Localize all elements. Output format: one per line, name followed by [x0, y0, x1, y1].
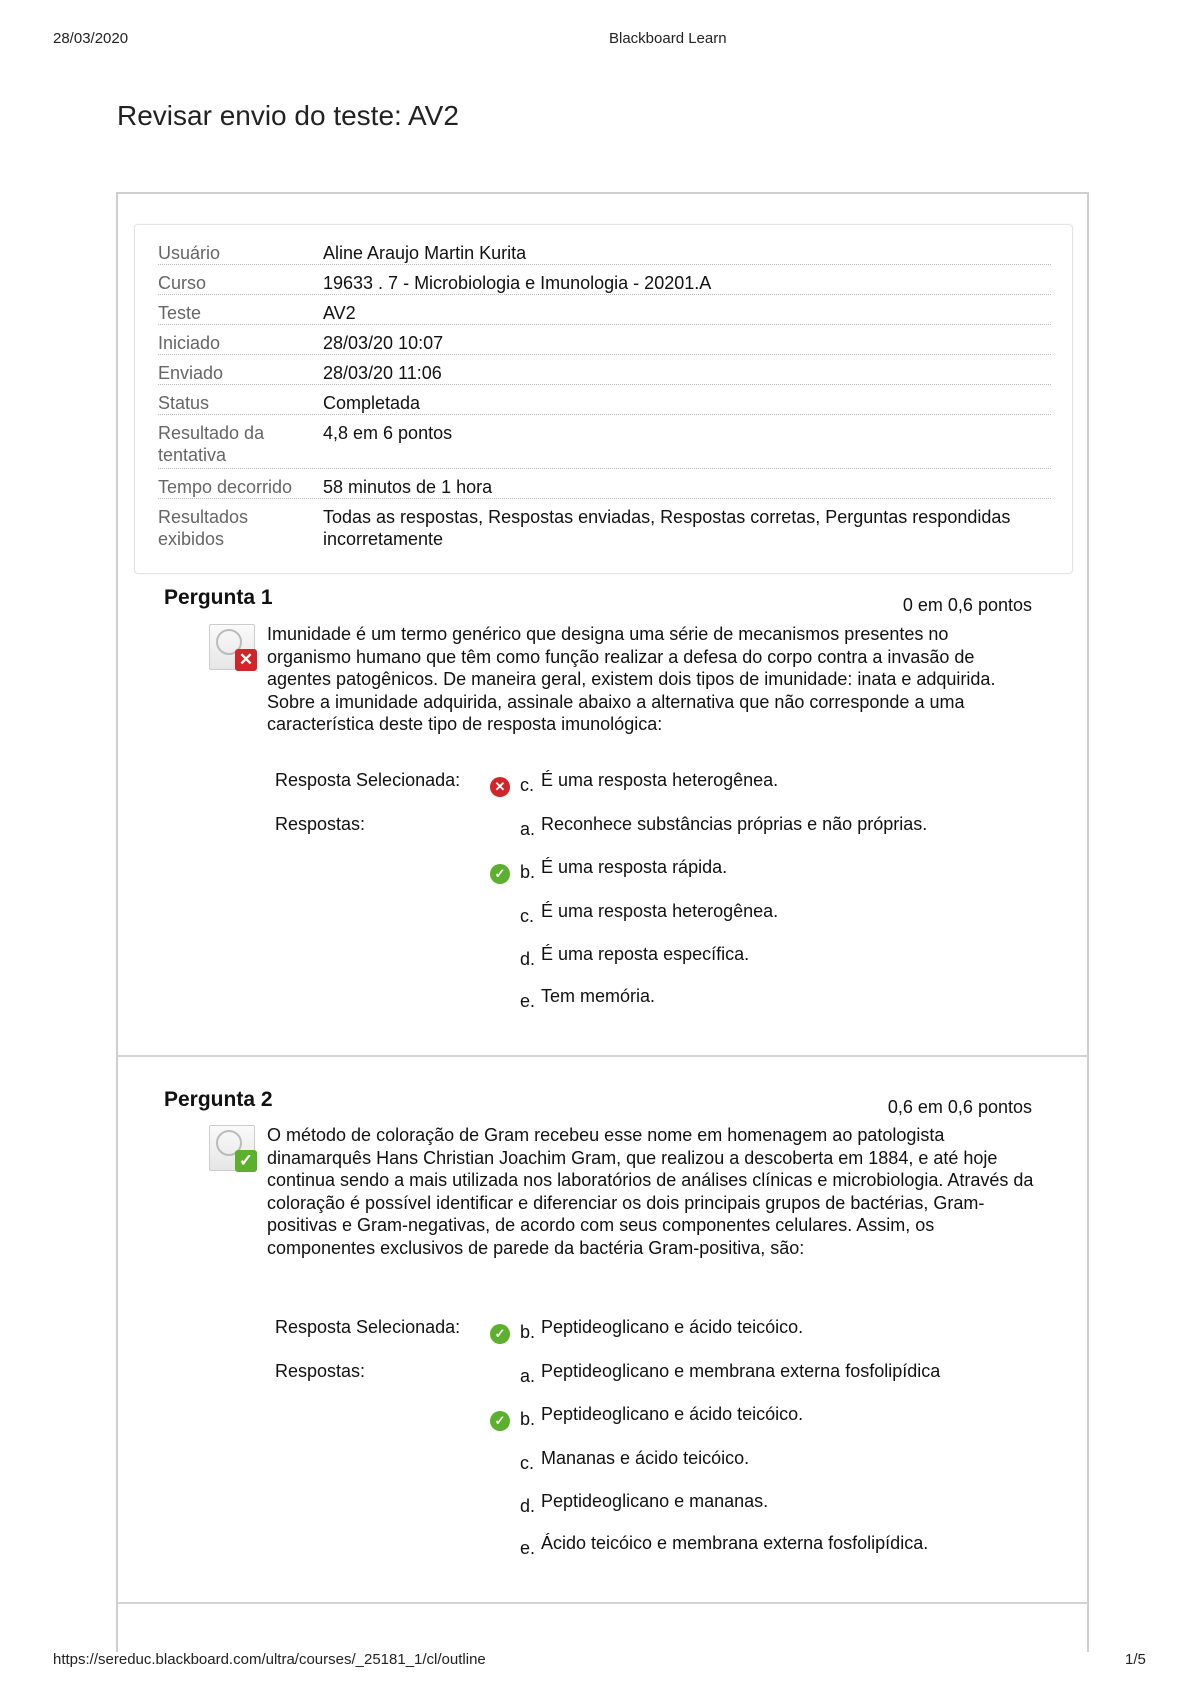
- info-value: AV2: [323, 303, 356, 323]
- info-value: 28/03/20 11:06: [323, 363, 442, 383]
- correct-icon: ✓: [490, 864, 510, 884]
- answer-option: [520, 1404, 804, 1429]
- print-date: 28/03/2020: [53, 30, 129, 47]
- info-value: Aline Araujo Martin Kurita: [323, 243, 527, 263]
- answers-label: Respostas:: [275, 1361, 366, 1381]
- info-label: Enviado: [158, 363, 224, 383]
- question-divider: [117, 1055, 1088, 1057]
- answer-letter: c.: [520, 775, 535, 795]
- info-label: Status: [158, 393, 210, 413]
- info-row-course: [158, 272, 1051, 295]
- answer-letter: a.: [520, 1366, 536, 1386]
- answer-text: Peptideoglicano e mananas.: [541, 1491, 769, 1511]
- answer-letter: b.: [520, 862, 536, 882]
- attempt-info-panel: [134, 224, 1073, 574]
- answer-letter: e.: [520, 991, 536, 1011]
- answer-letter: c.: [520, 1453, 535, 1473]
- question-2-points: 0,6 em 0,6 pontos: [887, 1097, 1032, 1117]
- selected-answer-label: Resposta Selecionada:: [275, 1317, 461, 1337]
- incorrect-icon: ✕: [490, 777, 510, 797]
- answer-text: Tem memória.: [541, 986, 656, 1006]
- info-row-started: [158, 332, 1051, 355]
- info-label: Tempo decorrido: [158, 477, 293, 497]
- info-label: Usuário: [158, 243, 221, 263]
- info-row-result: [158, 422, 1051, 469]
- answer-letter: d.: [520, 949, 536, 969]
- answers-label: Respostas:: [275, 814, 366, 834]
- answer-option: [520, 1448, 750, 1473]
- info-value: 4,8 em 6 pontos: [323, 423, 453, 443]
- answer-text: Peptideoglicano e ácido teicóico.: [541, 1317, 804, 1337]
- answer-option: [520, 986, 656, 1011]
- answer-letter: b.: [520, 1322, 536, 1342]
- answer-text: Ácido teicóico e membrana externa fosfolipídica.: [541, 1533, 929, 1553]
- info-label: Resultado da tentativa: [158, 423, 265, 465]
- question-correct-icon: ✓: [209, 1125, 255, 1171]
- answer-option: [520, 944, 750, 969]
- answer-letter: c.: [520, 906, 535, 926]
- question-2-title: Pergunta 2: [164, 1088, 273, 1111]
- answer-text: Peptideoglicano e ácido teicóico.: [541, 1404, 804, 1424]
- answer-text: É uma resposta rápida.: [541, 857, 728, 877]
- answer-option: [520, 1533, 929, 1558]
- answer-text: É uma resposta heterogênea.: [541, 770, 779, 790]
- info-label: Resultados exibidos: [158, 507, 249, 549]
- info-value: Todas as respostas, Respostas enviadas, Respostas corretas, Perguntas respondidas incorretamente: [323, 507, 1011, 549]
- info-row-results-shown: [158, 506, 1051, 553]
- info-value: Completada: [323, 393, 421, 413]
- info-value: 58 minutos de 1 hora: [323, 477, 493, 497]
- answer-option: [520, 1361, 941, 1386]
- info-label: Teste: [158, 303, 202, 323]
- selected-answer: [520, 1317, 804, 1342]
- answer-text: Mananas e ácido teicóico.: [541, 1448, 750, 1468]
- answer-text: Reconhece substâncias próprias e não próprias.: [541, 814, 928, 834]
- page-number: 1/5: [1125, 1651, 1146, 1668]
- question-divider: [117, 1602, 1088, 1604]
- info-row-submitted: [158, 362, 1051, 385]
- correct-icon: ✓: [490, 1411, 510, 1431]
- answer-option: [520, 1491, 769, 1516]
- info-label: Curso: [158, 273, 207, 293]
- answer-letter: d.: [520, 1496, 536, 1516]
- selected-answer: [520, 770, 779, 795]
- question-1-title: Pergunta 1: [164, 586, 273, 609]
- answer-option: [520, 814, 928, 839]
- footer-url: https://sereduc.blackboard.com/ultra/courses/_25181_1/cl/outline: [53, 1651, 486, 1668]
- question-incorrect-icon: ✕: [209, 624, 255, 670]
- info-row-user: [158, 242, 1051, 265]
- question-1-text: Imunidade é um termo genérico que designa uma série de mecanismos presentes no organismo humano que têm como função realizar a defesa do corpo contra a invasão de agentes patogênicos. De maneira geral, existem dois tipos de imunidade: inata e adquirida. Sobre a imunidade adquirida, assinale abaixo a alternativa que não corresponde a uma característica deste tipo de resposta imunológica:: [267, 624, 996, 735]
- info-value: 28/03/20 10:07: [323, 333, 444, 353]
- info-label: Iniciado: [158, 333, 221, 353]
- info-row-test: [158, 302, 1051, 325]
- correct-icon: ✓: [490, 1324, 510, 1344]
- question-1-points: 0 em 0,6 pontos: [902, 595, 1032, 615]
- info-value: 19633 . 7 - Microbiologia e Imunologia - 20201.A: [323, 273, 712, 293]
- answer-option: [520, 857, 728, 882]
- answer-text: É uma reposta específica.: [541, 944, 750, 964]
- answer-letter: b.: [520, 1409, 536, 1429]
- answer-letter: a.: [520, 819, 536, 839]
- info-row-status: [158, 392, 1051, 415]
- page-title: Revisar envio do teste: AV2: [117, 100, 459, 131]
- answer-option: [520, 901, 779, 926]
- question-2-text: O método de coloração de Gram recebeu esse nome em homenagem ao patologista dinamarquês Hans Christian Joachim Gram, que realizou a descoberta em 1884, e até hoje continua sendo a mais utilizada nos laboratórios de análises clínicas e microbiologia. Através da coloração é possível identificar e diferenciar os dois principais grupos de bactérias, Gram-positivas e Gram-negativas, de acordo com seus componentes celulares. Assim, os componentes exclusivos de parede da bactéria Gram-positiva, são:: [267, 1125, 1034, 1258]
- info-row-elapsed: [158, 476, 1051, 499]
- answer-letter: e.: [520, 1538, 536, 1558]
- answer-text: Peptideoglicano e membrana externa fosfolipídica: [541, 1361, 941, 1381]
- selected-answer-label: Resposta Selecionada:: [275, 770, 461, 790]
- answer-text: É uma resposta heterogênea.: [541, 901, 779, 921]
- app-title: Blackboard Learn: [609, 30, 727, 47]
